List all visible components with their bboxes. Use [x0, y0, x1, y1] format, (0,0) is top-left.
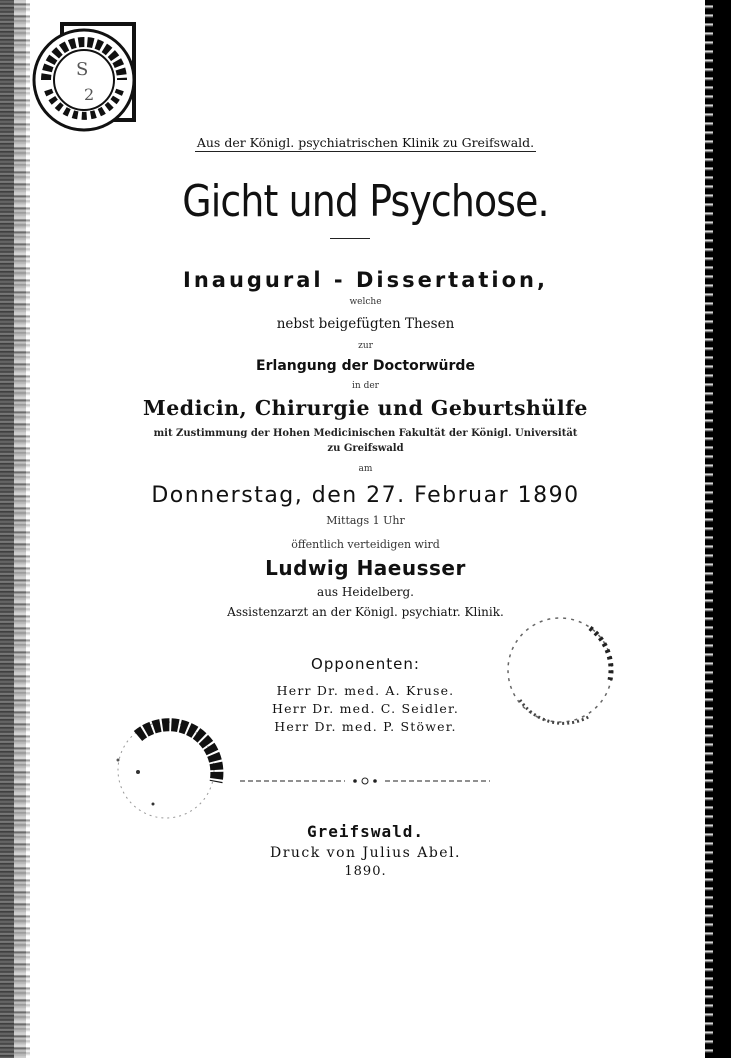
faint-stamp-right	[480, 610, 620, 730]
library-stamp-top	[18, 20, 140, 135]
text-welche: welche	[349, 297, 382, 307]
faculty-line: Medicin, Chirurgie und Geburtshülfe	[143, 396, 588, 420]
text-thesen: nebst beigefügten Thesen	[276, 316, 455, 332]
author-origin: aus Heidelberg.	[317, 585, 414, 599]
text-am: am	[358, 464, 373, 474]
scan-edge-left	[0, 0, 26, 1058]
title-divider	[330, 238, 370, 239]
text-erlangung: Erlangung der Doctorwürde	[256, 358, 475, 374]
scan-edge-right	[711, 0, 731, 1058]
consent-line-2: zu Greifswald	[327, 443, 404, 454]
author-position: Assistenzarzt an der Königl. psychiatr. Klinik.	[227, 605, 504, 619]
defend-line: öffentlich verteidigen wird	[291, 538, 440, 551]
imprint-city: Greifswald.	[307, 822, 424, 841]
opponent-item: Herr Dr. med. C. Seidler.	[272, 701, 459, 716]
library-stamp-middle	[98, 712, 228, 822]
imprint-printer: Druck von Julius Abel.	[269, 845, 462, 861]
defense-time: Mittags 1 Uhr	[326, 514, 405, 527]
opponent-item: Herr Dr. med. P. Stöwer.	[274, 719, 457, 734]
dissertation-heading: Inaugural - Dissertation,	[183, 268, 548, 292]
header-note: Aus der Königl. psychiatrischen Klinik zu Greifswald.	[196, 135, 535, 150]
ornament-divider	[240, 776, 490, 786]
imprint-year: 1890.	[344, 864, 387, 879]
opponent-item: Herr Dr. med. A. Kruse.	[276, 683, 455, 698]
svg-text:2: 2	[84, 85, 95, 104]
defense-date: Donnerstag, den 27. Februar 1890	[151, 483, 580, 508]
text-zur: zur	[358, 341, 373, 351]
page-title: Gicht und Psychose.	[182, 176, 549, 227]
text-in-der: in der	[352, 381, 379, 391]
svg-text:S: S	[76, 59, 89, 80]
consent-line-1: mit Zustimmung der Hohen Medicinischen Fakultät der Königl. Universität	[153, 428, 578, 439]
opponents-heading: Opponenten:	[311, 655, 420, 673]
author-name: Ludwig Haeusser	[265, 556, 466, 580]
